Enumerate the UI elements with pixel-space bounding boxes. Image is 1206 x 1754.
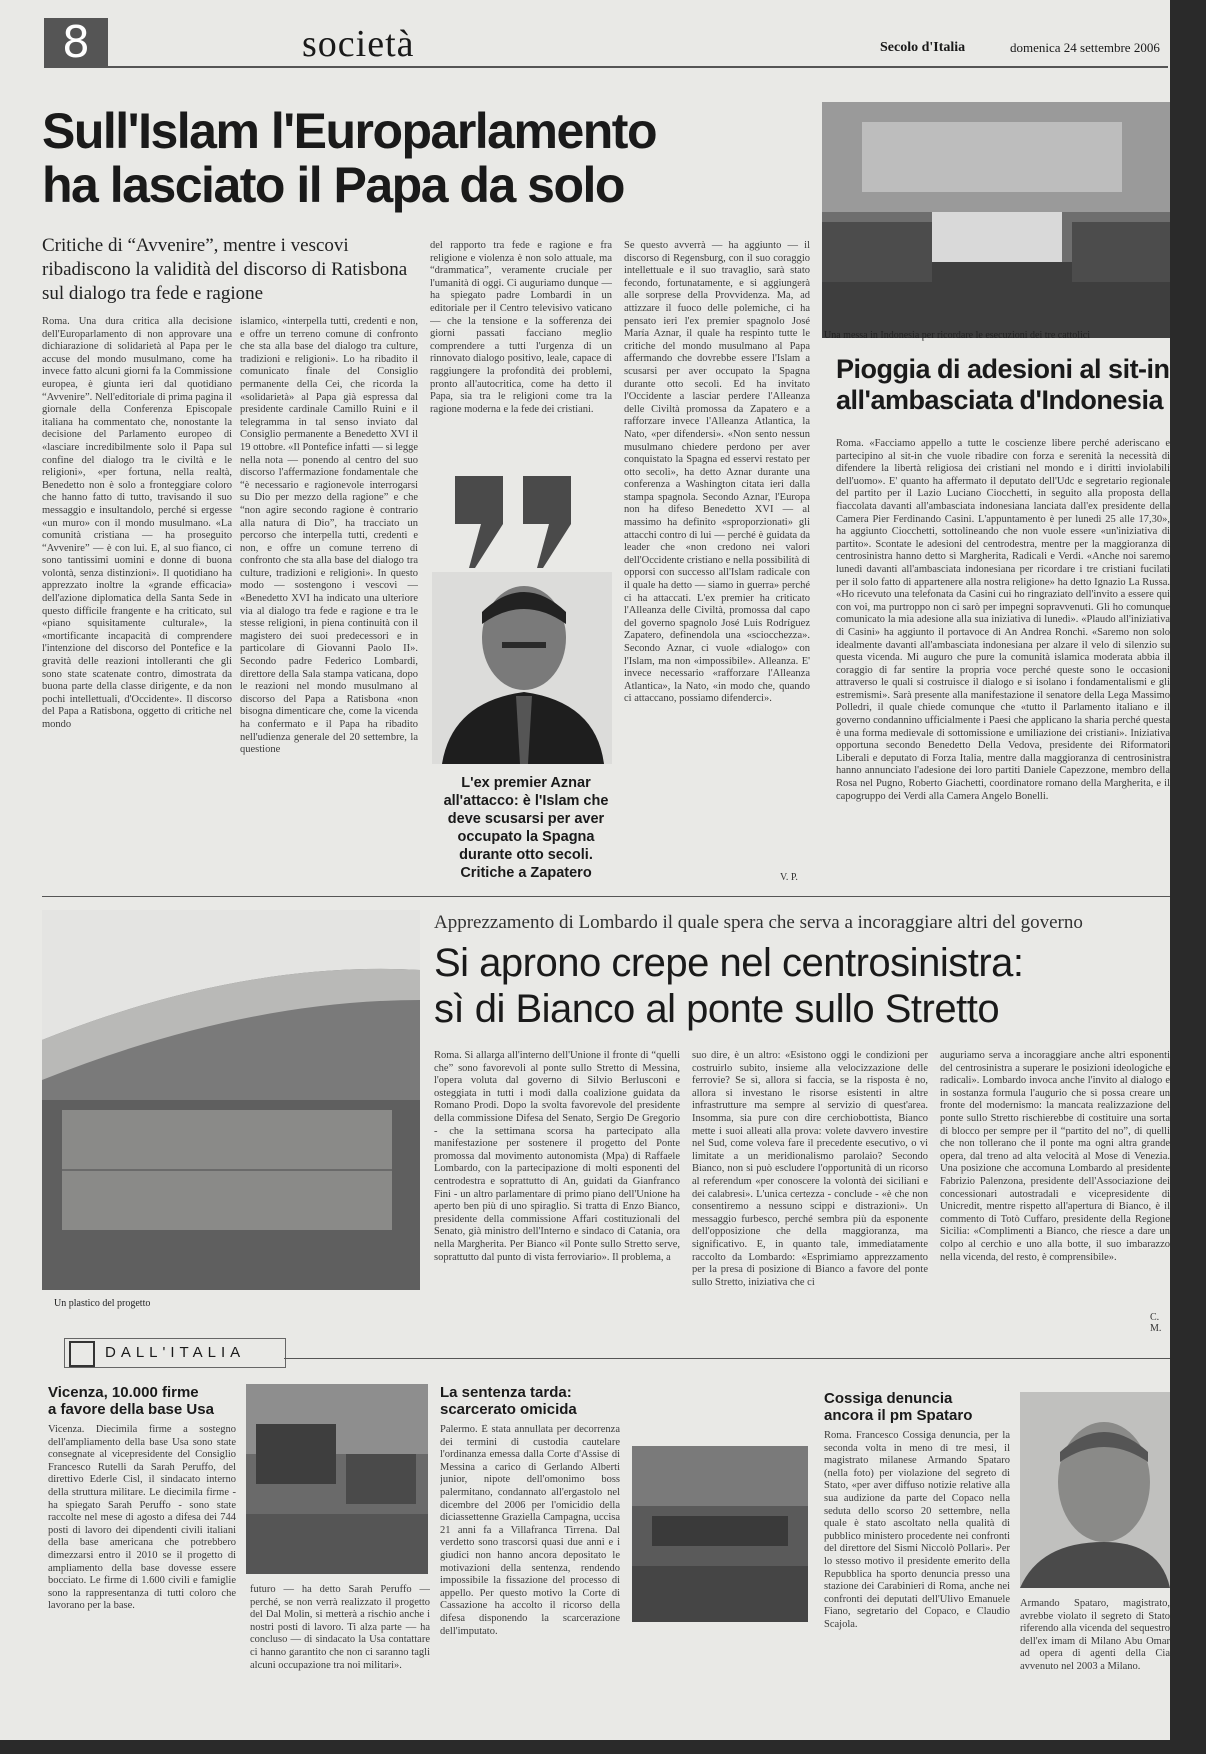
dall-italia-band bbox=[64, 1338, 286, 1368]
story-divider bbox=[42, 896, 1170, 897]
ponte-model-photo bbox=[42, 910, 420, 1290]
indonesia-photo bbox=[822, 102, 1170, 338]
lead-headline-line1: Sull'Islam l'Europarlamento bbox=[42, 103, 656, 159]
newspaper-name: Secolo d'Italia bbox=[880, 40, 966, 55]
ponte-headline-line1: Si aprono crepe nel centrosinistra: bbox=[434, 941, 1024, 985]
lead-headline-line2: ha lasciato il Papa da solo bbox=[42, 157, 624, 213]
ponte-column-3: auguriamo serva a incoraggiare anche altri esponenti del centrosinistra a superare le posizioni ideologiche e radicali». Lombardo invoca anche l'invito al dialogo e in sostanza formula l'augurio che si possa creare un fronte del modernismo: la mancata realizzazione del ponte sullo Stretto rischierebbe di costituire una sorta di blocco per sempre per il “partito del no”, di quelli che non tollerano che il ponte ma ogni altra grande opera, dal treno ad alta velocità al Mose di Venezia. Una posizione che accomuna Lombardo al presidente Fabrizio Palenzona, presidente dell'Associazione dei concessionari autostradali e vicepresidente di Unicredit, mentre rispetto all'apertura di Bianco, è il commento di Totò Cuffaro, presidente della Regione Sicilia: «Complimenti a Bianco, che riesce a dare un colpo al cerchio e uno alla botte, il suo imbarazzo nella vicenda, del resto, è comprensibile». bbox=[940, 1050, 1170, 1263]
aznar-column: Se questo avverrà — ha aggiunto — il discorso di Regensburg, con il suo coraggio intellettuale e il suo travaglio, sarà stato fecondo, fortunatamente, e si aggiungerà alle sorprese della Provvidenza. Ma, ad attizzare il fuoco delle polemiche, ci ha pensato ieri l'ex premier spagnolo José María Aznar, il quale ha respinto tutte le critiche del mondo musulmano al Papa affermando che dovrebbe essere l'Islam a scusarsi per aver occupato la Spagna durante otto secoli. Ed ha invitato l'Occidente a lasciar perdere l'Alleanza delle Civiltà promossa da Zapatero e a rafforzare invece l'Alleanza Atlantica, la Nato, «per difendersi». «Non sento nessun musulmano chiedere perdono per aver conquistato la Spagna ed esservi restato per otto secoli», ha detto Aznar durante una conferenza a Washington citata ieri dalla stampa spagnola. Secondo Aznar, l'Europa non ha difeso Benedetto XVI — al massimo ha definito «sproporzionati» gli attacchi contro di lui — perché è guidata da leader che «non credono nei valori dell'Occidente cristiano e nella possibilità di opporsi con successo all'Islam radicale con il quale ha detto — siamo in guerra» perché ci ha attaccati. L'ex premier ha criticato l'Alleanza delle Civiltà, promossa dal capo del governo spagnolo José Luis Rodríguez Zapatero, definendola una «sciocchezza». Secondo Aznar, ci vuole «dialogo» con l'Islam, ma non «impossibile». Alleanza. E' invece necessario «rafforzare l'Alleanza Atlantica», la Nato, «in modo che, quando ci attaccano, possiamo difenderci». bbox=[624, 240, 810, 705]
issue-date: domenica 24 settembre 2006 bbox=[1010, 40, 1160, 55]
italy-map-icon bbox=[69, 1341, 95, 1367]
vicenza-base-photo bbox=[246, 1384, 428, 1574]
vicenza-body-right: futuro — ha detto Sarah Peruffo — perché, se non verrà realizzato il progetto del Dal Molin, si metterà a rischio anche i nostri posti di lavoro. Ti alza parte — ha concluso — di sindacato la Usa contattare ci hanno garantito che non ci saranno tagli alcuni occupazione tra noi militari». bbox=[250, 1584, 430, 1671]
lead-column-3: del rapporto tra fede e ragione e fra religione e violenza è non solo attuale, ma “drammatica”, veramente cruciale per l'umanità di oggi. Ci auguriamo dunque — ha spiegato padre Lombardi in un editoriale per il Centro televisivo vaticano — che la tensione e la sofferenza dei giorni passati facciano meglio comprendere a tutti l'urgenza di un rinnovato dialogo positivo, leale, capace di raggiungere la profondità dei problemi, pronto all'autocritica, come ha detto il Papa, sia tra le religioni come tra la ragione moderna e la fede dei cristiani. bbox=[430, 240, 612, 415]
spataro-caption: Armando Spataro, magistrato, avrebbe violato il segreto di Stato riferendo alla vicenda del sequestro dell'ex imam di Milano Abu Omar ad opera di agenti della Cia avvenuto nel 2003 a Milano. bbox=[1020, 1598, 1170, 1672]
sentenza-body: Palermo. È stata annullata per decorrenza dei termini di custodia cautelare l'ordinanza emessa dalla Corte d'Assise di Messina a carico di Gerlando Alberti junior, nipote dell'omonimo boss palermitano, condannato all'ergastolo nel dicembre del 2006 per l'omicidio della diciassettenne Graziella Campagna, uccisa 21 anni fa a Villafranca Tirrena. Dal verdetto sono trascorsi quasi due anni e i giudici non hanno ancora depositato le motivazioni della sentenza, rendendo impossibile la fissazione del processo di appello. Per questo motivo la Corte di Cassazione ha accolto il ricorso della difesa disponendo la scarcerazione dell'imputato. bbox=[440, 1424, 620, 1637]
indonesia-body: Roma. «Facciamo appello a tutte le coscienze libere perché aderiscano e partecipino al sit-in che vuole ribadire con forza e serenità la necessità di difendere la libertà religiosa dei cristiani nel mondo e i diritti inviolabili dell'uomo». E' quanto ha affermato il deputato dell'Udc e segretario regionale del partito per il Lazio Luciano Ciocchetti, in seguito alla proposta della fiaccolata davanti all'ambasciata indonesiana lanciata dall'ex presidente della Camera Pier Ferdinando Casini. L'appuntamento è per lunedì 25 alle 17,30», ha aggiunto Ciocchetti, sottolineando che non vuole essere «un'iniziativa di partito». Scontate le adesioni del centrodestra, mentre per la maggioranza di centrosinistra hanno detto sì Margherita, Radicali e Verdi. «Anche noi saremo lunedì davanti all'ambasciata indonesiana per ricordare i tre cristiani fucilati per il solo fatto di appartenere alla nostra religione» ha detto Ignazio La Russa. «Ho ricevuto una telefonata da Casini cui ho ringraziato dell'invito a essere qui con voi, ma purtroppo non ci sarò per impegni sopravvenuti. Gli ho comunque comunicato la mia adesione alla sua iniziativa di lunedì». «Plaudo all'iniziativa di Casini» ha aggiunto il portavoce di An Andrea Ronchi. «Saremo non solo idealmente davanti all'ambasciata indonesiana per alzare il velo di silenzio su questa vicenda. Mi auguro che pure la comunità islamica moderata abbia il coraggio di far sentire la propria voce perché queste sono le occasioni attraverso le quali si costruisce il dialogo e si isolano i fondamentalismi e gli estremismi». Sarà presente alla manifestazione il senatore della Lega Massimo Polledri, il quale chiede comunque che «tutto il Parlamento italiano e il governo condannino ufficialmente i Paesi che applicano la sharia perché questa è una forma medievale di sottomissione e umiliazione dei cristiani». Iniziativa opportuna secondo Benedetto Della Vedova, presidente dei Riformatori Liberali e deputato di Forza Italia, mentre dalla maggioranza di centrosinistra hanno annunciato l'adesione dei loro partiti Daniele Capezzone, membro della Rosa nel Pugno, Roberto Giachetti, coordinatore romano della Margherita, e il capogruppo dei Verdi alla Camera Angelo Bonelli. bbox=[836, 438, 1170, 802]
ponte-column-2: suo dire, è un altro: «Esistono oggi le condizioni per costruirlo subito, insieme alla velocizzazione delle ferrovie? Se sì, allora si faccia, se la risposta è no, allora si investano le risorse esistenti in altre infrastrutture ma sempre al servizio di quest'area. Insomma, sia pure con dire cerchiobottista, Bianco mette i suoi alleati alla prova: volete davvero investire nel Sud, come voleva fare il precedente esecutivo, o vi limitate a un meridionalismo parolaio? Secondo Bianco, non si può escludere l'opportunità di un ricorso al referendum «per conoscere la volontà dei siciliani e dei calabresi». L'unica certezza - conclude - «è che non consentiremo a nessuno scippi e distrazioni». Un messaggio furbesco, perché sembra più da esponente dell'opposizione che della maggioranza, ma significativo. E, in quanto tale, immediatamente raccolto da Lombardo: «Esprimiamo apprezzamento per la presa di posizione di Bianco a favore del ponte sullo Stretto, iniziativa che ci bbox=[692, 1050, 928, 1288]
vicenza-headline-line2: a favore della base Usa bbox=[48, 1401, 214, 1418]
vicenza-headline bbox=[48, 1384, 244, 1418]
cossiga-headline bbox=[824, 1390, 1014, 1424]
sentenza-headline-line1: La sentenza tarda: bbox=[440, 1384, 572, 1401]
section-title: società bbox=[302, 23, 415, 65]
spataro-photo bbox=[1020, 1392, 1170, 1588]
cossiga-headline-line2: ancora il pm Spataro bbox=[824, 1407, 973, 1424]
sentenza-headline-line2: scarcerato omicida bbox=[440, 1401, 577, 1418]
ponte-headline-line2: sì di Bianco al ponte sullo Stretto bbox=[434, 987, 1000, 1031]
ponte-headline bbox=[434, 940, 1170, 1032]
band-rule bbox=[284, 1358, 1170, 1359]
cossiga-headline-line1: Cossiga denuncia bbox=[824, 1390, 953, 1407]
page-number: 8 bbox=[44, 18, 108, 68]
ponte-kicker: Apprezzamento di Lombardo il quale spera che serva a incoraggiare altri del governo bbox=[434, 912, 1083, 933]
lead-headline bbox=[42, 104, 802, 212]
aznar-signature: V. P. bbox=[780, 872, 798, 883]
courtroom-photo bbox=[632, 1446, 808, 1622]
lead-column-1: Roma. Una dura critica alla decisione dell'Europarlamento di non approvare una dichiarazione di solidarietà al Papa per le accuse del mondo musulmano, come ha invece fatto alcuni giorni fa la Commissione europea, è giunta ieri dal quotidiano “Avvenire”. Nell'editoriale di prima pagina il giornale della Conferenza Episcopale italiana ha commentato che, nonostante la decisione del Parlamento europeo di «lasciare incredibilmente solo il Papa sul confine del dialogo tra le civiltà e le religioni», «per fortuna, nella realtà, Benedetto non è solo a fronteggiare coloro che hanno fatto di tutto, travisando il suo messaggio e insultandolo, perché si ergesse «un muro» con il mondo musulmano. «La comunità cristiana — ha proseguito “Avvenire” — è con lui. E, al suo fianco, ci sono tantissimi uomini e donne di buona volontà, senza distinzioni». Il quotidiano ha apprezzato inoltre la «grande efficacia» dell'azione diplomatica della Santa Sede in questo difficile frangente e ha criticato, sul «piano squisitamente culturale», la «mortificante incapacità di comprendere l'intenzione del discorso del Pontefice e la gravità delle reazioni intolleranti che gli sono state scatenate contro, dimostrata da buona parte della classe dirigente, e da non pochi intellettuali, d'Occidente». Il discorso del Papa a Ratisbona, oggetto di critiche nel mondo bbox=[42, 316, 232, 730]
lead-column-2: islamico, «interpella tutti, credenti e non, e offre un terreno comune di confronto che sta alla base del dialogo tra culture, tradizioni e religioni». Lo ha ribadito il comunicato finale del Consiglio permanente della Cei, che ricorda la «solidarietà» al Papa già espressa dal presidente cardinale Camillo Ruini e il telegramma in tal senso inviato dal Consiglio permanente a Benedetto XVI il 19 ottobre. «Il Pontefice infatti — si legge nella nota — ponendo al centro del suo discorso l'affermazione fondamentale che “è necessario e ragionevole interrogarsi su Dio per mezzo della ragione” e che “non agire secondo ragione è contrario alla natura di Dio”, ha tracciato un percorso che interpella tutti, credenti e non, e offre un comune terreno di confronto che sta alla base del dialogo tra culture, tradizioni e religioni». In questo modo — sostengono i vescovi — «Benedetto XVI ha indicato una ulteriore via al dialogo tra fede e ragione e tra le stesse religioni, in piena continuità con il magistero dei suoi predecessori e in particolare di Giovanni Paolo II». Secondo padre Federico Lombardi, direttore della Sala stampa vaticana, dopo le reazioni nel mondo musulmano al discorso del Papa a Ratisbona «non bisogna dimenticare che, come la vicenda ha confermato e il Papa ha ribadito nell'udienza generale del 20 settembre, la questione bbox=[240, 316, 418, 756]
pull-quote: L'ex premier Aznar all'attacco: è l'Islam che deve scusarsi per aver occupato la Spagna durante otto secoli. Critiche a Zapatero bbox=[443, 775, 609, 881]
quote-mark-graphic bbox=[455, 476, 585, 568]
indonesia-headline-line2: all'ambasciata d'Indonesia bbox=[836, 385, 1163, 415]
ponte-signature: C. M. bbox=[1150, 1312, 1162, 1334]
indonesia-headline-line1: Pioggia di adesioni al sit-in bbox=[836, 354, 1170, 384]
indonesia-caption: Una messa in Indonesia per ricordare le esecuzioni dei tre cattolici bbox=[824, 330, 1090, 341]
dall-italia-label: DALL'ITALIA bbox=[105, 1344, 246, 1361]
ponte-column-1: Roma. Si allarga all'interno dell'Unione il fronte di “quelli che” sono favorevoli al ponte sullo Stretto di Messina, l'opera voluta dal governo di Silvio Berlusconi e osteggiata in tutti i modi dalla coalizione guidata da Romano Prodi. Dopo la svolta favorevole del presidente della commissione Difesa del Senato, Sergio De Gregorio - che la settimana scorsa ha partecipato alla manifestazione per sostenere il progetto del Ponte promossa dal movimento autonomista (Mpa) di Raffaele Lombardo, con la partecipazione di molti esponenti del centrodestra e soprattutto di An, guidati da Gianfranco Fini - un altro parlamentare di primo piano dell'Unione ha aperto ben più di uno spiraglio. Si tratta di Enzo Bianco, presidente della commissione Affari costituzionali del Senato, già ministro dell'Interno e sindaco di Catania, ora nella Margherita. Per Bianco «il Ponte sullo Stretto serve, soprattutto dal punto di vista ferroviario». Il problema, a bbox=[434, 1050, 680, 1263]
header-rule bbox=[108, 66, 1168, 68]
ponte-caption: Un plastico del progetto bbox=[54, 1298, 151, 1309]
vicenza-body-left: Vicenza. Diecimila firme a sostegno dell'ampliamento della base Usa sono state consegnate al vicepresidente del Consiglio Francesco Rutelli da Sarah Peruffo, del direttivo Ederle Cisl, il sindacato interno della struttura militare. Le diecimila firme - ha spiegato Sarah Peruffo - sono state raccolte nel mese di agosto a difesa dei 744 posti di lavoro dei dipendenti civili italiani della base americana che potrebbero dimezzarsi entro il 2010 se il progetto di ampliamento della base dovesse essere bocciato. Le firme di 1.600 civili e famiglie sono la rappresentanza di tutti coloro che lavorano per la base. bbox=[48, 1424, 236, 1612]
vicenza-headline-line1: Vicenza, 10.000 firme bbox=[48, 1384, 199, 1401]
indonesia-headline bbox=[836, 354, 1170, 416]
sentenza-headline bbox=[440, 1384, 640, 1418]
aznar-photo bbox=[432, 572, 612, 764]
cossiga-body: Roma. Francesco Cossiga denuncia, per la seconda volta in meno di tre mesi, il magistrato milanese Armando Spataro (nella foto) per violazione del segreto di Stato, «per aver diffuso notizie relative alla sua audizione da parte del Copaco nella seduta dello scorso 20 settembre, nella quale è stato ascoltato nella qualità di pubblico ministero procedente nei confronti del direttore del Sismi Niccolò Pollari». Per lo stesso motivo il presidente emerito della Repubblica ha sporto denuncia presso una stazione dei Carabinieri di Roma, anche nei confronti dei deputati dell'Ulivo Emanuele Fiano, segretario del Copaco, e Claudio Scajola. bbox=[824, 1430, 1010, 1630]
lead-deck: Critiche di “Avvenire”, mentre i vescovi ribadiscono la validità del discorso di Ratisbona sul dialogo tra fede e ragione bbox=[42, 235, 408, 304]
